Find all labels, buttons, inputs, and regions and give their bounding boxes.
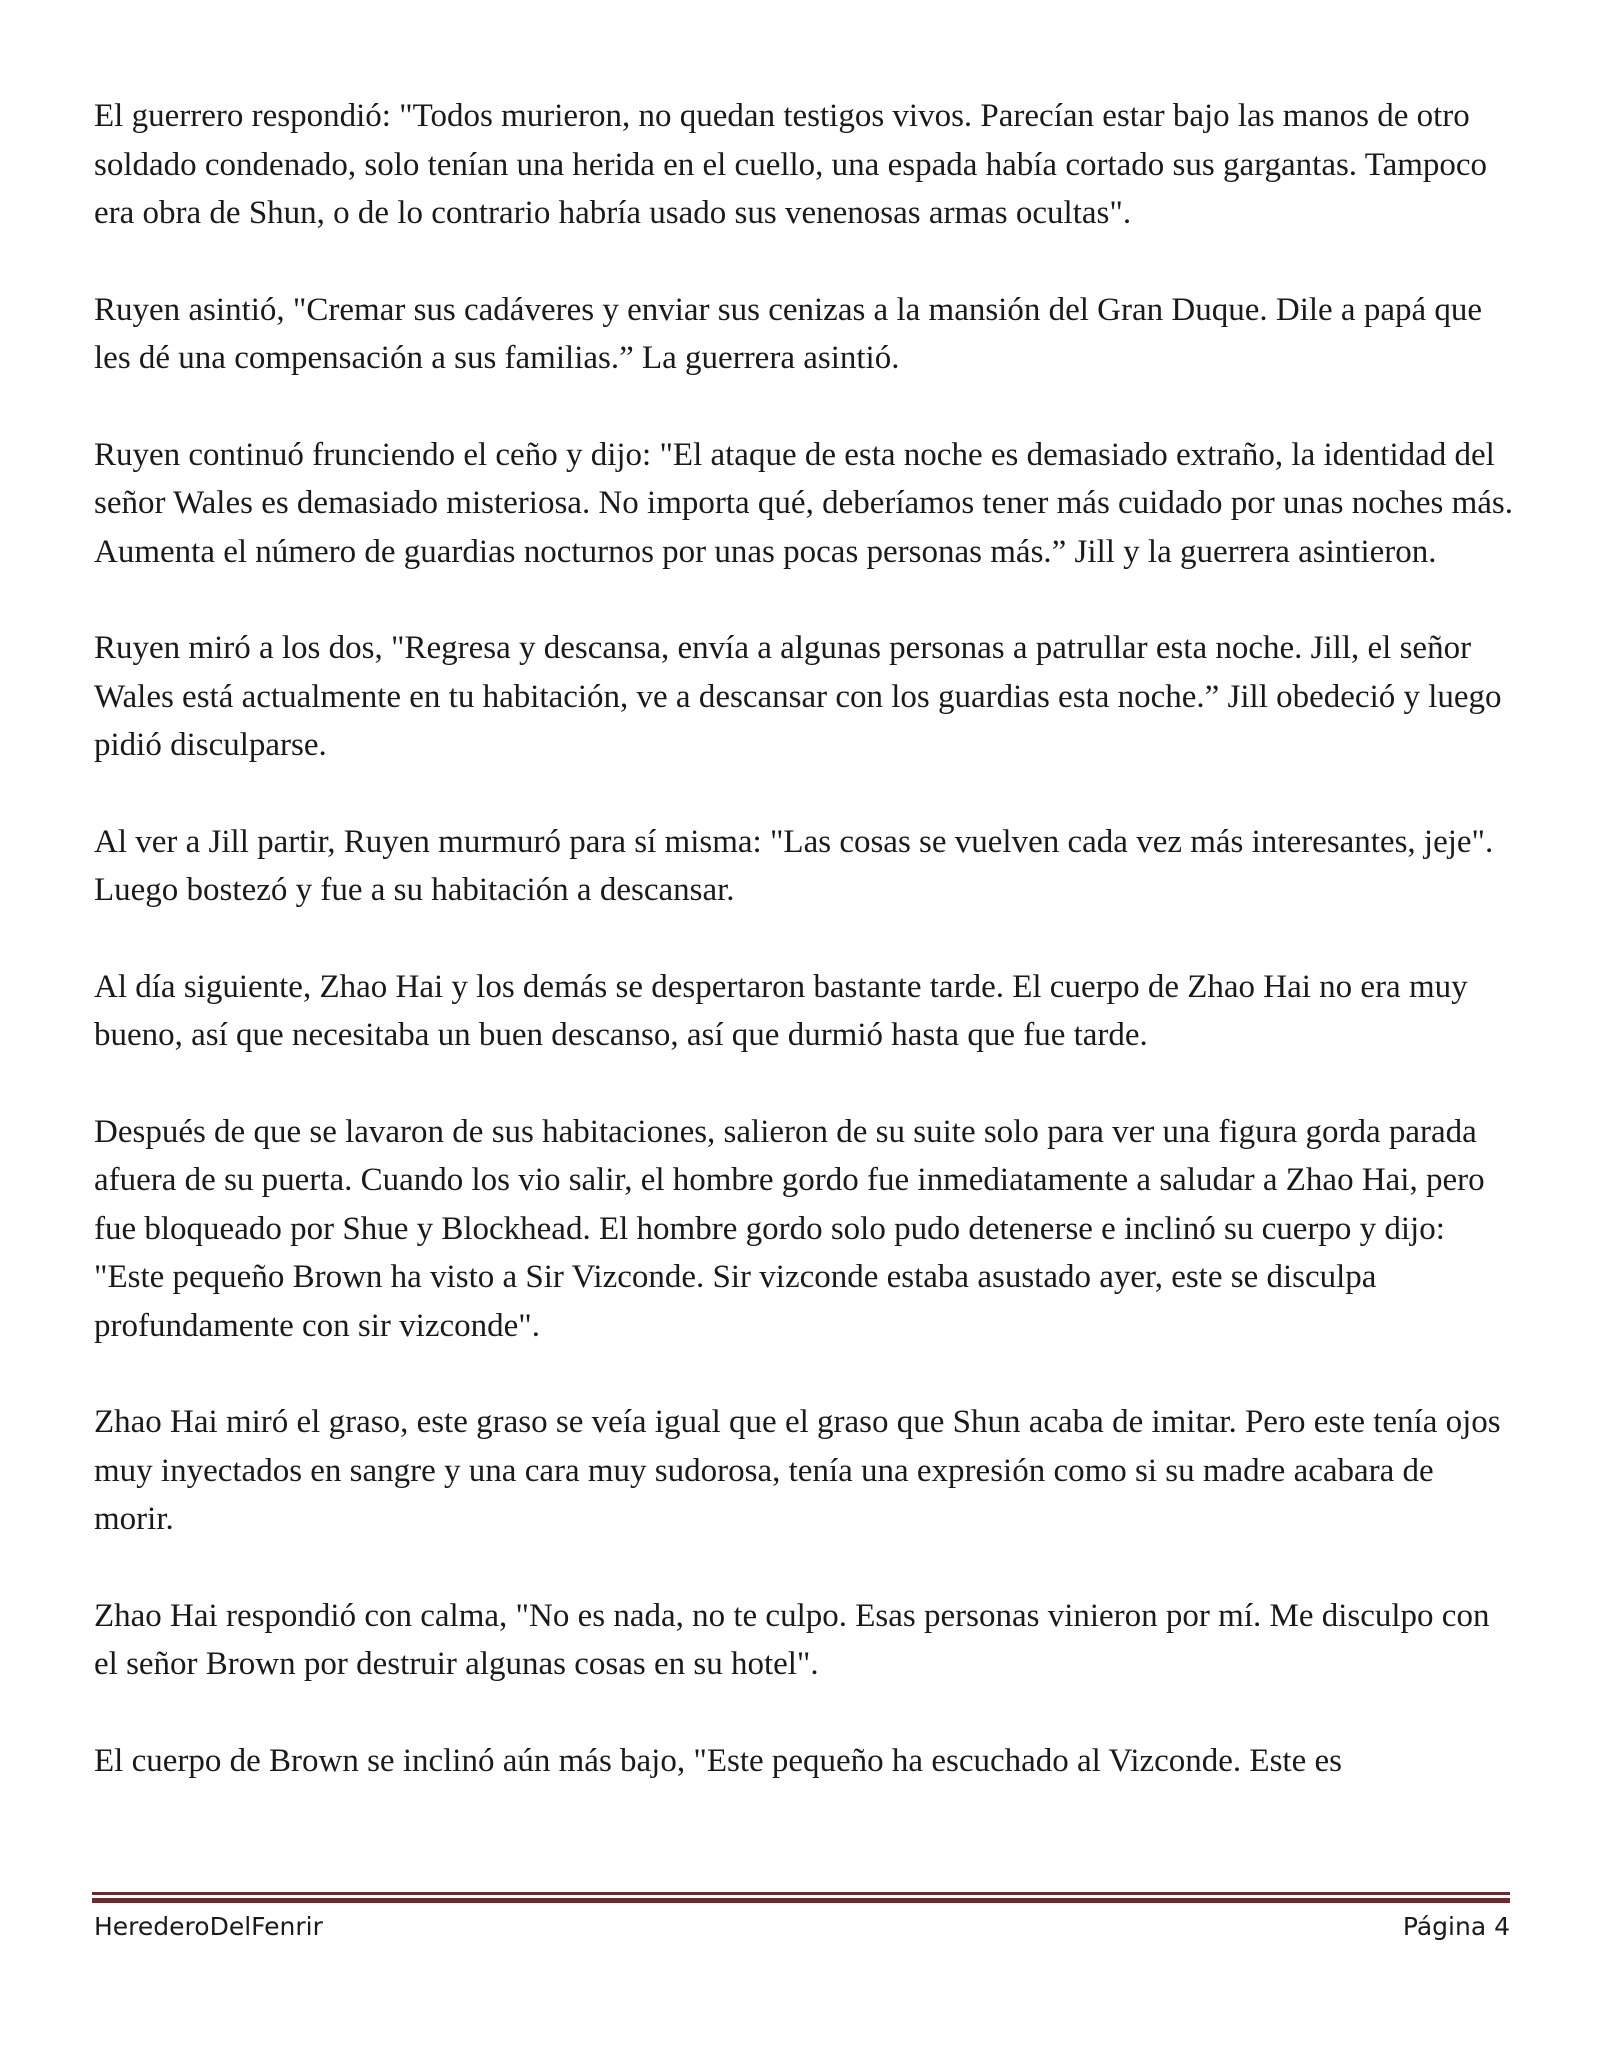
paragraph: Al día siguiente, Zhao Hai y los demás se despertaron bastante tarde. El cuerpo de Zhao Hai no era muy bueno, así que necesitaba un buen descanso, así que durmió hasta que fue tarde. bbox=[94, 968, 1468, 1053]
footer-page-number: Página 4 bbox=[1402, 1912, 1510, 1941]
paragraph: Ruyen continuó frunciendo el ceño y dijo: "El ataque de esta noche es demasiado extraño, la identidad del señor Wales es demasiado misteriosa. No importa qué, deberíamos tener más cuidado por unas noches más. Aumenta el número de guardias nocturnos por unas pocas personas más.” Jill y la guerrera asintieron. bbox=[94, 436, 1514, 570]
page-footer bbox=[94, 1912, 1510, 1941]
paragraph: Ruyen asintió, "Cremar sus cadáveres y enviar sus cenizas a la mansión del Gran Duque. Dile a papá que les dé una compensación a sus familias.” La guerrera asintió. bbox=[94, 291, 1483, 376]
body-text bbox=[94, 92, 1514, 1833]
paragraph: Ruyen miró a los dos, "Regresa y descansa, envía a algunas personas a patrullar esta noche. Jill, el señor Wales está actualmente en tu habitación, ve a descansar con los guardias esta noche.” Jill obedeció y luego pidió disculparse. bbox=[94, 630, 1502, 763]
paragraph: Después de que se lavaron de sus habitaciones, salieron de su suite solo para ver una figura gorda parada afuera de su puerta. Cuando los vio salir, el hombre gordo fue inmediatamente a saludar a Zhao Hai, pero fue bloqueado por Shue y Blockhead. El hombre gordo solo pudo detenerse e inclinó su cuerpo y dijo: "Este pequeño Brown ha visto a Sir Vizconde. Sir vizconde estaba asustado ayer, este se disculpa profundamente con sir vizconde". bbox=[94, 1113, 1485, 1344]
footer-rule-thin bbox=[92, 1892, 1510, 1895]
paragraph: El cuerpo de Brown se inclinó aún más bajo, "Este pequeño ha escuchado al Vizconde. Este es bbox=[94, 1742, 1342, 1779]
paragraph: Zhao Hai miró el graso, este graso se veía igual que el graso que Shun acaba de imitar. Pero este tenía ojos muy inyectados en sangre y una cara muy sudorosa, tenía una expresión como si su madre acabara de morir. bbox=[94, 1404, 1501, 1537]
footer-author: HerederoDelFenrir bbox=[94, 1912, 323, 1941]
paragraph: Al ver a Jill partir, Ruyen murmuró para sí misma: "Las cosas se vuelven cada vez más interesantes, jeje". Luego bostezó y fue a su habitación a descansar. bbox=[94, 823, 1494, 908]
footer-rule-thick bbox=[92, 1898, 1510, 1903]
paragraph: Zhao Hai respondió con calma, "No es nada, no te culpo. Esas personas vinieron por mí. Me disculpo con el señor Brown por destruir algunas cosas en su hotel". bbox=[94, 1597, 1490, 1682]
paragraph: El guerrero respondió: "Todos murieron, no quedan testigos vivos. Parecían estar bajo las manos de otro soldado condenado, solo tenían una herida en el cuello, una espada había cortado sus gargantas. Tampoco era obra de Shun, o de lo contrario habría usado sus venenosas armas ocultas". bbox=[94, 98, 1488, 231]
